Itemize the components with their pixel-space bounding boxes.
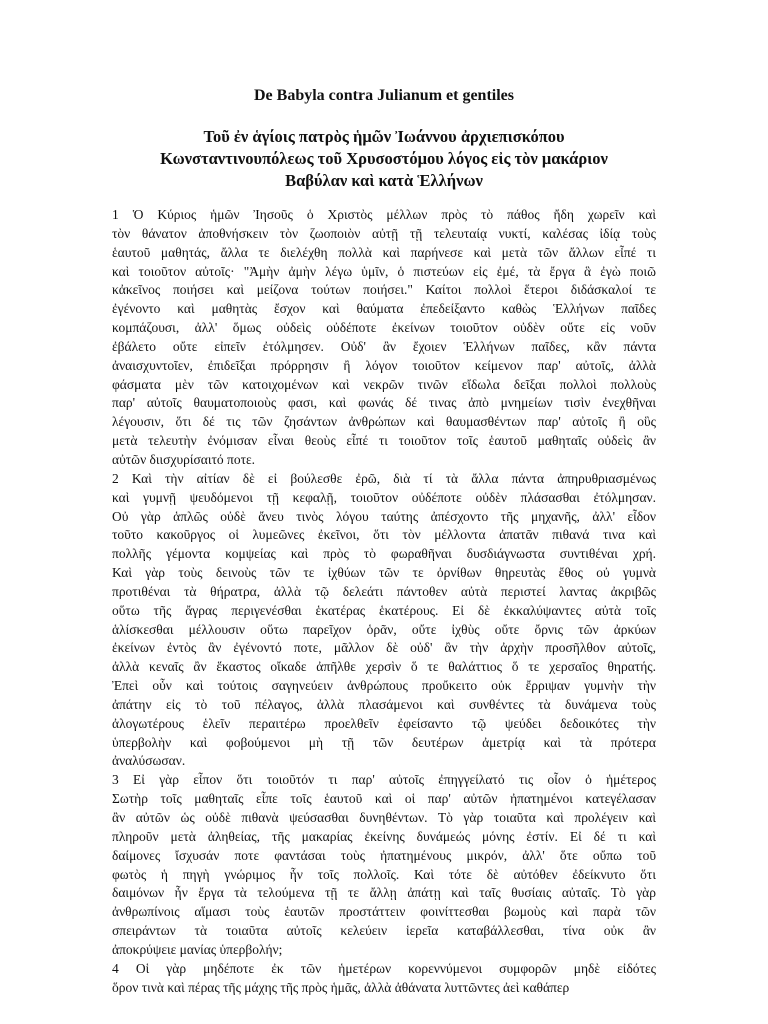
text-line: τὸν θάνατον ἀποθνήσκειν τὸν ζωοποιὸν αὐτῇ τῇ τελευταίᾳ νυκτί, καλέσας ἰδίᾳ τοὺς <box>112 225 656 241</box>
text-line: ὑπερβολὴν καὶ φοβούμενοι μὴ τῇ τῶν δευτέρων ἀμετρίᾳ καὶ τὰ πρότερα <box>112 734 656 750</box>
text-line: τοῦτο κακοῦργος οἱ λυμεῶνες ἐκεῖνοι, ὅτι τὸν μέλλοντα ἀπατᾶν πιθανά τινα καὶ <box>112 527 656 543</box>
text-line: ἐκείνων ἐντὸς ἂν ἐγένοντό ποτε, μᾶλλον δὲ οὐδ' ἂν τὴν ἀρχὴν προσῆλθον αὐτοῖς, <box>112 640 656 656</box>
text-line: ἀπάτην εἰς τὸ τοῦ πέλαγος, ἀλλὰ πλασάμενοι καὶ συνθέντες τὰ δυνάμενα τοὺς <box>112 696 656 712</box>
text-line: ἁλίσκεσθαι μέλλουσιν οὕτω παρεῖχον ὁρᾶν, οὔτε ἰχθὺς οὔτε ὄρνις τῶν ἀρκύων <box>112 621 656 637</box>
text-line: καὶ τοιοῦτον αὐτοῖς· "Ἀμὴν ἀμὴν λέγω ὑμῖν, ὁ πιστεύων εἰς ἐμέ, τὰ ἔργα ἃ ἐγὼ ποιῶ <box>112 263 656 279</box>
text-line: ἀναισχυντοῖεν, ἐπιδεῖξαι πρόρρησιν ἢ λόγον τοιοῦτον κείμενον παρ' αὐτοῖς, ἀλλὰ <box>112 357 656 373</box>
text-line: παρ' αὐτοῖς θαυματοποιοὺς φασι, καὶ φωνάς δέ τινας ἀπὸ μνημείων τισὶν ἐνεχθῆναι <box>112 395 656 411</box>
greek-title-line: Κωνσταντινουπόλεως τοῦ Χρυσοστόμου λόγος εἰς τὸν μακάριον <box>160 149 608 168</box>
text-line: ἀλογωτέρους ἑλεῖν περαιτέρω προελθεῖν ἐφείσαντο τῷ ψεύδει δεδοικότες τὴν <box>112 715 656 731</box>
greek-title-line: Τοῦ ἐν ἁγίοις πατρὸς ἡμῶν Ἰωάννου ἀρχιεπισκόπου <box>203 127 565 146</box>
text-line: ἐγένοντο καὶ μαθητὰς ἔσχον καὶ θαύματα ἐπεδείξαντο καθὼς Ἑλλήνων παῖδες <box>112 301 656 317</box>
text-line: φωτὸς ἡ πηγὴ γνώριμος ἦν τοῖς πολλοῖς. Καὶ τότε δὲ αὐτόθεν ἐδείκνυτο ὅτι <box>112 866 656 882</box>
text-line: αὐτῶν διισχυρίσαιτό ποτε. <box>112 451 256 467</box>
text-line: πληροῦν μετὰ ἀληθείας, τῆς μακαρίας ἐκείνης δυνάμεώς μόνης ἐστίν. Εἰ δέ τι καὶ <box>112 828 656 844</box>
text-line: προτιθέναι τὰ θήρατρα, ἀλλὰ τῷ δελεάτι πάντοθεν αὐτὰ περιστεί λαντας ἀκριβῶς <box>112 583 656 599</box>
text-line: ἀποκρύψειε μανίας ὑπερβολήν; <box>112 941 283 957</box>
text-line: ἀναλύσωσαν. <box>112 753 186 769</box>
text-line: 1 Ὁ Κύριος ἡμῶν Ἰησοῦς ὁ Χριστὸς μέλλων πρὸς τὸ πάθος ἤδη χωρεῖν καὶ <box>112 207 656 222</box>
paragraph-2 <box>112 470 656 772</box>
latin-title: De Babyla contra Julianum et gentiles <box>254 87 514 104</box>
text-line: ἐβάλετο οὔτε εἰπεῖν ἐτόλμησεν. Οὐδ' ἂν ἔχοιεν Ἑλλήνων παῖδες, κἂν πάντα <box>112 338 656 354</box>
text-line: πολλῆς γέμοντα κομψείας καὶ πρὸς τὸ φωραθῆναι δυσδιάγνωστα συντιθέναι χρή. <box>112 546 656 562</box>
text-line: φάσματα μὲν τῶν κατοιχομένων καὶ νεκρῶν τινῶν εἴδωλα δεῖξαι πολλοὶ πολλοὺς <box>112 376 656 392</box>
text-line: 4 Οἱ γὰρ μηδέποτε ἐκ τῶν ἡμετέρων κορεννύμενοι συμφορῶν μηδὲ εἰδότες <box>112 960 656 976</box>
text-line: Οὐ γὰρ ἁπλῶς οὐδὲ ἄνευ τινὸς λόγου ταύτης ἀπέσχοντο τῆς μηχανῆς, ἀλλ' εἶδον <box>112 508 656 524</box>
text-line: Σωτὴρ τοῖς μαθηταῖς εἶπε τοῖς ἑαυτοῦ καὶ οἱ παρ' αὐτῶν ἠπατημένοι κατεγέλασαν <box>112 791 656 807</box>
text-line: λέγουσιν, ὅτι δέ τις τῶν ζησάντων ἀνθρώπων καὶ θαυμασθέντων παρ' αὐτοῖς ἢ οὓς <box>112 414 656 430</box>
text-line: δαιμόνων ἦν ἔργα τὰ τελούμενα τῇ τε ἄλλῃ ἀπάτῃ καὶ ταῖς θυσίαις αὐταῖς. Τὸ γὰρ <box>112 885 656 901</box>
text-line: ἀλλὰ κεναῖς ἂν ἕκαστος οἴκαδε ἀπῆλθε χερσὶν ὅ τε θαλάττιος ὅ τε χερσαῖος θηρατής. <box>112 659 656 675</box>
text-line: μετὰ τελευτὴν ἐνόμισαν εἶναι θεοὺς εἶπέ τι τοιοῦτον τοῖς ἑαυτοῦ μαθηταῖς οὐδεὶς ἂν <box>112 433 656 449</box>
greek-title <box>100 126 668 192</box>
text-line: Ἐπεὶ οὖν καὶ τούτοις σαγηνεύειν ἀνθρώπους προὔκειτο οὐκ ἔρριψαν γυμνὴν τὴν <box>112 678 656 694</box>
text-line: ἑαυτοῦ μαθητάς, ἄλλα τε διελέχθη πολλὰ καὶ παρήνεσε καὶ μετὰ τῶν ἄλλων εἶπέ τι <box>112 244 656 260</box>
paragraph-3 <box>112 771 656 959</box>
paragraph-4 <box>112 960 656 998</box>
text-line: οὕτω τῆς ἄγρας περιγενέσθαι ἑκατέρας ἑκατέρους. Εἰ δὲ ἐκκαλύψαντες αὐτὰ τοῖς <box>112 602 656 618</box>
paragraph-1 <box>112 206 656 470</box>
text-line: κἀκεῖνος ποιήσει καὶ μείζονα τούτων ποιήσει." Καίτοι πολλοὶ ἕτεροι διδάσκαλοί τε <box>112 282 656 298</box>
text-line: σπειράντων τὰ τοιαῦτα αὐτοῖς κελεύειν ἱερεῖα καταβάλλεσθαι, τίνα οὐκ ἂν <box>112 923 656 939</box>
body-text <box>112 206 656 997</box>
text-line: ἂν αὐτῶν ὡς οὐδὲ πιθανὰ ψεύσασθαι δυνηθέντων. Τὸ γὰρ τοιαῦτα καὶ προλέγειν καὶ <box>112 810 656 825</box>
text-line: 3 Εἰ γὰρ εἶπον ὅτι τοιοῦτόν τι παρ' αὐτοῖς ἐπηγγείλατό τις οἷον ὁ ἡμέτερος <box>112 772 656 788</box>
text-line: δαίμονες ἴσχυσάν ποτε φαντάσαι τοὺς ἠπατημένους μικρόν, ἀλλ' ὅτε οὔπω τοῦ <box>112 847 656 863</box>
greek-title-line: Βαβύλαν καὶ κατὰ Ἑλλήνων <box>285 171 483 190</box>
text-line: κομπάζουσι, ἀλλ' ὅμως οὐδεὶς οὐδέποτε ἐκείνων τοιοῦτον οὐδὲν οὔτε εἰς νοῦν <box>112 320 656 336</box>
text-line: ὅρον τινὰ καὶ πέρας τῆς μάχης τῆς πρὸς ἡμᾶς, ἀλλὰ ἀθάνατα λυττῶντες ἀεὶ καθάπερ <box>112 979 570 995</box>
text-line: ἀνθρωπίνοις αἵμασι τοὺς ἑαυτῶν προστάττειν φοινίττεσθαι βωμοὺς καὶ παρὰ τῶν <box>112 904 656 920</box>
text-line: Καὶ γὰρ τοὺς δεινοὺς τῶν τε ἰχθύων τῶν τε ὀρνίθων θηρευτὰς ἔθος οὐ γυμνὰ <box>112 565 656 581</box>
text-line: καὶ γυμνῇ ψευδόμενοι τῇ κεφαλῇ, τοιοῦτον οὐδέποτε οὐδὲν πλάσασθαι ἐτόλμησαν. <box>112 489 656 505</box>
text-line: 2 Καὶ τὴν αἰτίαν δὲ εἰ βούλεσθε ἐρῶ, διὰ τί τὰ ἄλλα πάντα ἀπηρυθριασμένως <box>112 470 656 486</box>
